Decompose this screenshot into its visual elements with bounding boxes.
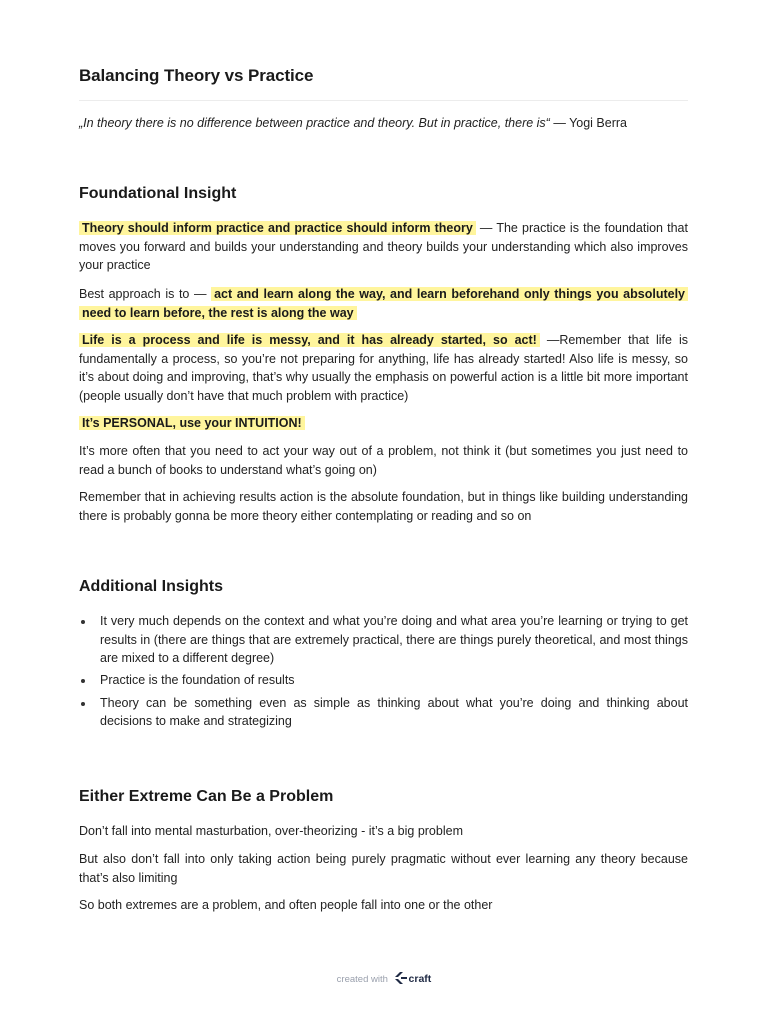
bullet-icon bbox=[81, 620, 85, 624]
list-item bbox=[79, 612, 688, 668]
epigraph-quote bbox=[79, 114, 688, 132]
highlight-text: It’s PERSONAL, use your INTUITION! bbox=[79, 416, 305, 430]
list-item bbox=[79, 694, 688, 731]
paragraph-text: —Remember that life is fundamentally a process, so you’re not preparing for anything, life has already started! Also life is messy, so it’s about doing and improving, that’s why usually the emphasis on powerful action is a little bit more important (people usually don’t have that much problem with practice) bbox=[79, 333, 688, 403]
paragraph-action-foundation: Remember that in achieving results action is the absolute foundation, but in things like building understanding there is probably gonna be more theory either contemplating or reading and so on bbox=[79, 490, 688, 523]
section-heading-extremes: Either Extreme Can Be a Problem bbox=[79, 788, 334, 805]
highlight-text: Theory should inform practice and practice should inform theory bbox=[79, 221, 476, 235]
footer-created-with[interactable] bbox=[0, 971, 768, 988]
paragraph-act-your-way: It’s more often that you need to act your way out of a problem, not think it (but sometimes you just need to read a bunch of books to understand what’s going on) bbox=[79, 444, 688, 477]
list-item-text: Practice is the foundation of results bbox=[100, 673, 295, 688]
paragraph-both-extremes: So both extremes are a problem, and often people fall into one or the other bbox=[79, 898, 493, 912]
highlight-text: Life is a process and life is messy, and it has already started, so act! bbox=[79, 333, 540, 347]
bullet-icon bbox=[81, 679, 85, 683]
bullet-icon bbox=[81, 702, 85, 706]
quote-attribution: — Yogi Berra bbox=[549, 116, 627, 130]
highlight-text: act and learn along the way, and learn beforehand only things you absolutely need to learn before, the rest is along the way bbox=[79, 287, 688, 320]
paragraph-text: — The practice is the foundation that moves you forward and builds your understanding and theory builds your understanding which also improves your practice bbox=[79, 221, 688, 273]
paragraph-over-theorizing: Don’t fall into mental masturbation, over-theorizing - it’s a big problem bbox=[79, 824, 463, 838]
paragraph-best-approach bbox=[79, 285, 688, 322]
list-item-text: Theory can be something even as simple as thinking about what you’re doing and thinking about decisions to make and strategizing bbox=[100, 695, 688, 729]
paragraph-life-process bbox=[79, 331, 688, 405]
list-item-text: It very much depends on the context and what you’re doing and what area you’re learning or trying to get results in (there are things that are extremely practical, there are things purely theoretical, and most things are mixed to a different degree) bbox=[100, 614, 688, 666]
brand-name: craft bbox=[408, 973, 432, 985]
paragraph-pragmatic: But also don’t fall into only taking action being purely pragmatic without ever learning any theory because that’s also limiting bbox=[79, 852, 688, 885]
paragraph-personal-intuition bbox=[79, 414, 688, 433]
footer-label: created with bbox=[336, 974, 388, 985]
quote-text: „In theory there is no difference between practice and theory. But in practice, there is“ bbox=[79, 116, 550, 130]
bullet-list bbox=[79, 612, 688, 734]
title-divider bbox=[79, 100, 688, 101]
section-heading-additional: Additional Insights bbox=[79, 578, 223, 595]
page-title: Balancing Theory vs Practice bbox=[79, 66, 314, 85]
section-heading-foundational: Foundational Insight bbox=[79, 185, 237, 202]
list-item bbox=[79, 671, 688, 690]
paragraph-theory-practice bbox=[79, 219, 688, 275]
craft-logo-icon bbox=[394, 971, 408, 988]
paragraph-text: Best approach is to — bbox=[79, 287, 212, 301]
